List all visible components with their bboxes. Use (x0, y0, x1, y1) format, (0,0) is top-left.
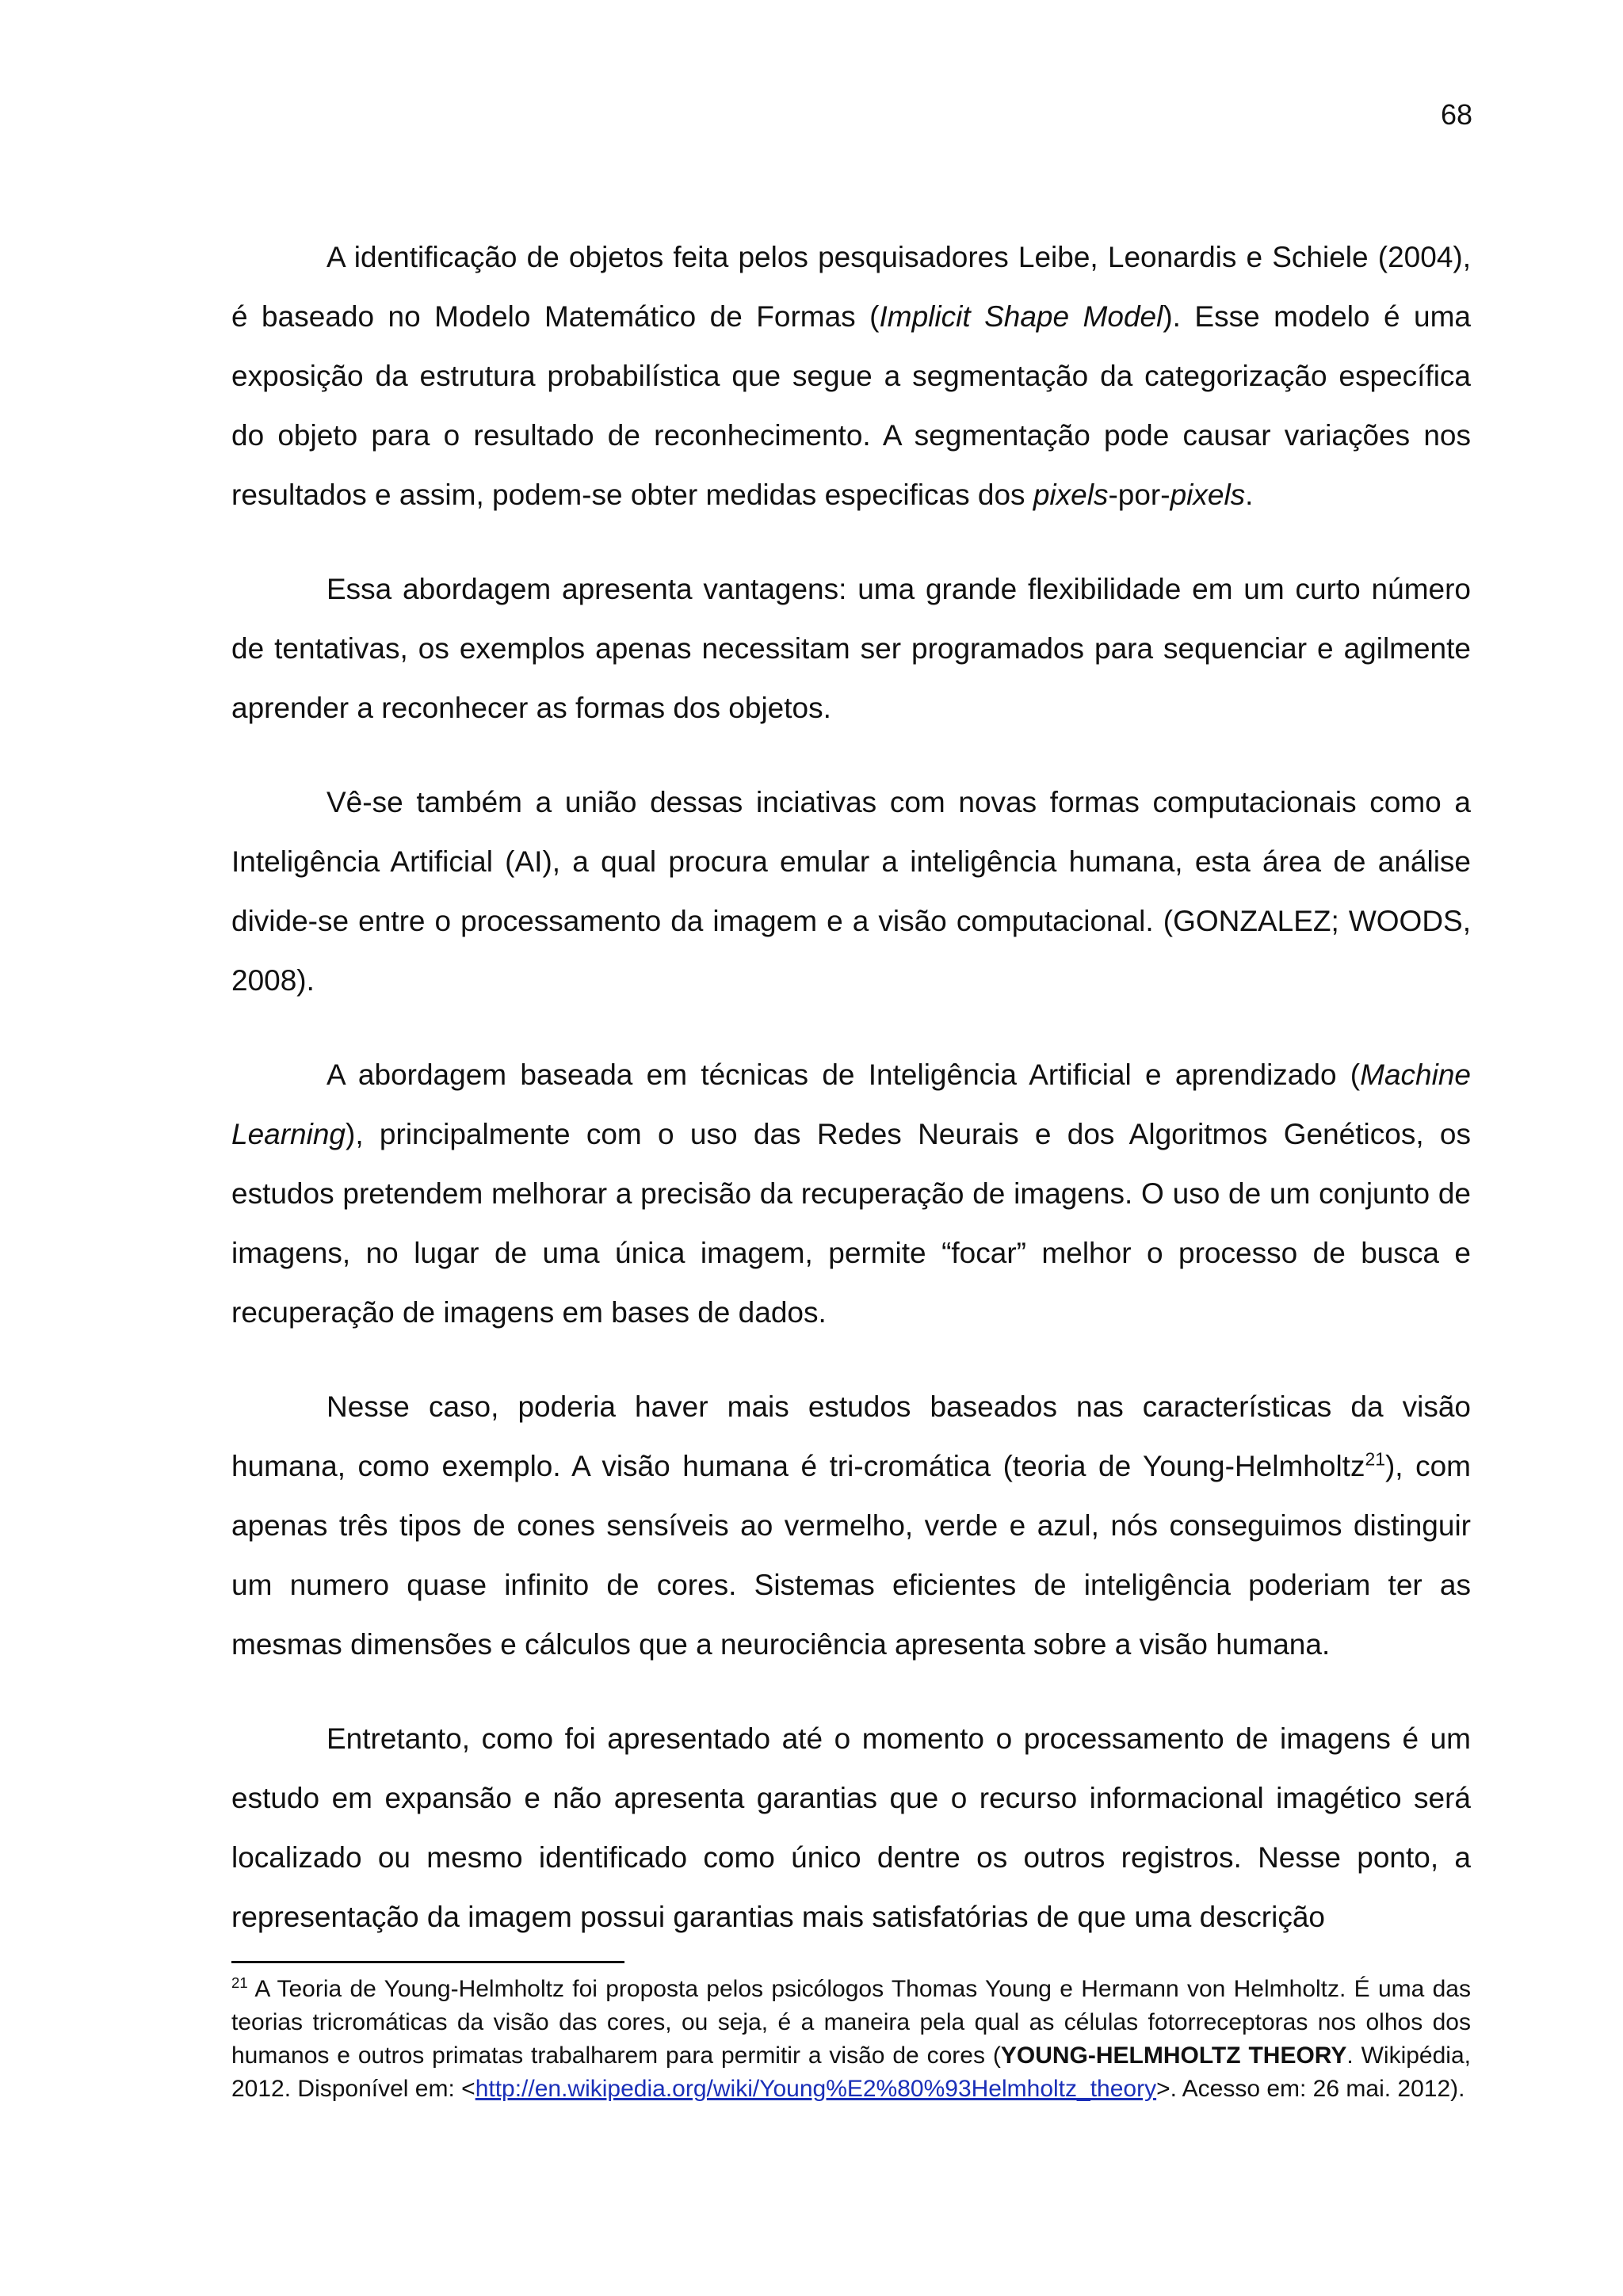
body-text (231, 227, 1471, 1947)
paragraph-1-text-a: A identificação de objetos feita pelos pesquisadores Leibe, Leonardis e Schiele (2004), é baseado no Modelo Matemático de Formas ( (231, 241, 1471, 333)
paragraph-2: Essa abordagem apresenta vantagens: uma grande flexibilidade em um curto número de tentativas, os exemplos apenas necessitam ser programados para sequenciar e agilmente aprender a reconhecer as formas dos objetos. (231, 573, 1471, 724)
footnote-marker: 21 (231, 1974, 248, 1991)
paragraph-1-italic-b: pixels (1033, 479, 1109, 511)
paragraph-1-text-b: ). Esse modelo é uma exposição da estrutura probabilística que segue a segmentação da categorização específica do objeto para o resultado de reconhecimento. A segmentação pode causar variações nos resultados e assim, podem-se obter medidas especificas dos (231, 300, 1471, 511)
paragraph-6: Entretanto, como foi apresentado até o momento o processamento de imagens é um estudo em expansão e não apresenta garantias que o recurso informacional imagético será localizado ou mesmo identificado como único dentre os outros registros. Nesse ponto, a representação da imagem possui garantias mais satisfatórias de que uma descrição (231, 1722, 1471, 1933)
footnote-text-a: A Teoria de Young-Helmholtz foi proposta pelos psicólogos Thomas Young e Hermann von Helmholtz. É uma das teorias tricromáticas da visão das cores, ou seja, é a maneira pela qual as células fotorreceptoras nos olhos dos humanos e outros primatas trabalharem para permitir a visão de cores ( (231, 1976, 1471, 2069)
paragraph-4-text-b: ), principalmente com o uso das Redes Neurais e dos Algoritmos Genéticos, os estudos pretendem melhorar a precisão da recuperação de imagens. O uso de um conjunto de imagens, no lugar de uma única imagem, permite “focar” melhor o processo de busca e recuperação de imagens em bases de dados. (231, 1118, 1471, 1329)
footnote-text-c: >. Acesso em: 26 mai. 2012). (1156, 2076, 1465, 2102)
paragraph-1 (231, 227, 1471, 524)
paragraph-5 (231, 1377, 1471, 1674)
paragraph-4-text-a: A abordagem baseada em técnicas de Inteligência Artificial e aprendizado ( (327, 1058, 1361, 1091)
paragraph-3: Vê-se também a união dessas inciativas com novas formas computacionais como a Inteligência Artificial (AI), a qual procura emular a inteligência humana, esta área de análise divide-se entre o processamento da imagem e a visão computacional. (GONZALEZ; WOODS, 2008). (231, 786, 1471, 997)
paragraph-5-text-b: ), com apenas três tipos de cones sensíveis ao vermelho, verde e azul, nós conseguimos distinguir um numero quase infinito de cores. Sistemas eficientes de inteligência poderiam ter as mesmas dimensões e cálculos que a neurociência apresenta sobre a visão humana. (231, 1450, 1471, 1661)
footnote-link[interactable]: http://en.wikipedia.org/wiki/Young%E2%80%93Helmholtz_theory (475, 2076, 1157, 2102)
paragraph-4-italic-a: Machine Learning (231, 1058, 1471, 1150)
paragraph-4 (231, 1045, 1471, 1342)
footnote (231, 1973, 1471, 2106)
footnote-bold-title: YOUNG-HELMHOLTZ THEORY (1000, 2042, 1347, 2069)
paragraph-1-text-c: -por- (1108, 479, 1170, 511)
page-number: 68 (1440, 98, 1472, 131)
footnote-text-b: . Wikipédia, 2012. Disponível em: < (231, 2042, 1471, 2102)
paragraph-1-text-d: . (1245, 479, 1254, 511)
footnote-separator (231, 1961, 624, 1963)
footnote-reference[interactable]: 21 (1365, 1448, 1385, 1470)
paragraph-1-italic-c: pixels (1170, 479, 1246, 511)
paragraph-5-text-a: Nesse caso, poderia haver mais estudos baseados nas características da visão humana, como exemplo. A visão humana é tri-cromática (teoria de Young-Helmholtz (231, 1390, 1471, 1482)
paragraph-1-italic-a: Implicit Shape Model (879, 300, 1163, 333)
